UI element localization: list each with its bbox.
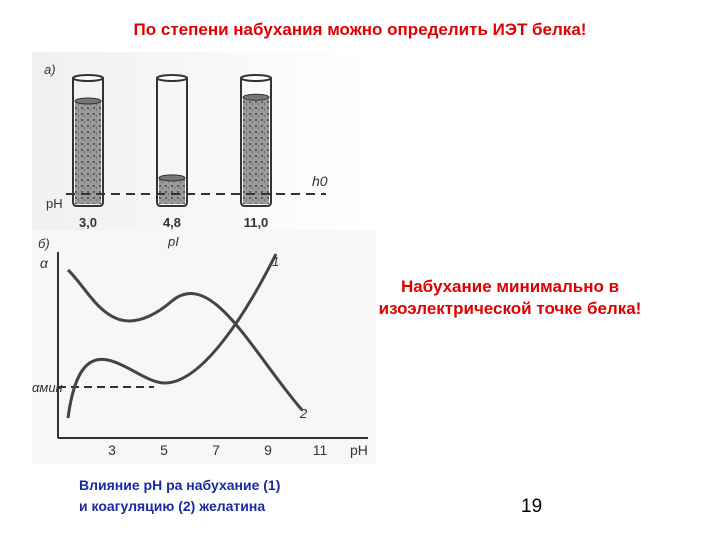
side-note-line-2: изоэлектрической точке белка! (378, 299, 642, 318)
x-tick-5: 5 (160, 442, 168, 458)
slide-title: По степени набухания можно определить ИЭТ белка! (133, 20, 587, 39)
swelling-figure (32, 52, 376, 464)
x-tick-11: 11 (312, 442, 328, 458)
curve-1-label: 1 (272, 254, 280, 269)
x-tick-9: 9 (264, 442, 272, 458)
panel-b-background (32, 230, 376, 464)
tube-2-rim (157, 75, 187, 81)
side-note (340, 276, 680, 320)
x-axis-label: pH (350, 442, 368, 458)
tube-2-surface (159, 175, 185, 181)
panel-a-label: а) (44, 62, 56, 77)
x-tick-3: 3 (108, 442, 116, 458)
alpha-min-label: αмин (32, 380, 63, 395)
caption-line-1: Влияние pH ра набухание (1) (79, 477, 281, 493)
tube-3-surface (243, 94, 269, 100)
tube-1-rim (73, 75, 103, 81)
tube-3-liquid (243, 97, 269, 204)
tube-2-ph: 4,8 (162, 215, 182, 230)
h0-label: h0 (312, 173, 328, 189)
tube-1-liquid (75, 101, 101, 204)
tube-2-liquid (159, 178, 185, 204)
y-axis-label: α (40, 255, 48, 271)
tube-1-ph: 3,0 (78, 215, 98, 230)
tube-3-ph: 11,0 (243, 215, 269, 230)
pi-label: pI (168, 234, 179, 249)
panel-b-label: б) (38, 236, 50, 251)
side-note-line-1: Набухание минимально в (400, 277, 620, 296)
figure-svg (32, 52, 376, 464)
tube-1-surface (75, 98, 101, 104)
tube-3-rim (241, 75, 271, 81)
caption-line-2: и коагуляцию (2) желатина (79, 498, 266, 514)
page-number: 19 (521, 496, 543, 517)
figure-caption (79, 475, 280, 517)
ph-axis-label-a: pH (46, 196, 63, 211)
x-tick-7: 7 (212, 442, 220, 458)
curve-2-label: 2 (300, 406, 308, 421)
